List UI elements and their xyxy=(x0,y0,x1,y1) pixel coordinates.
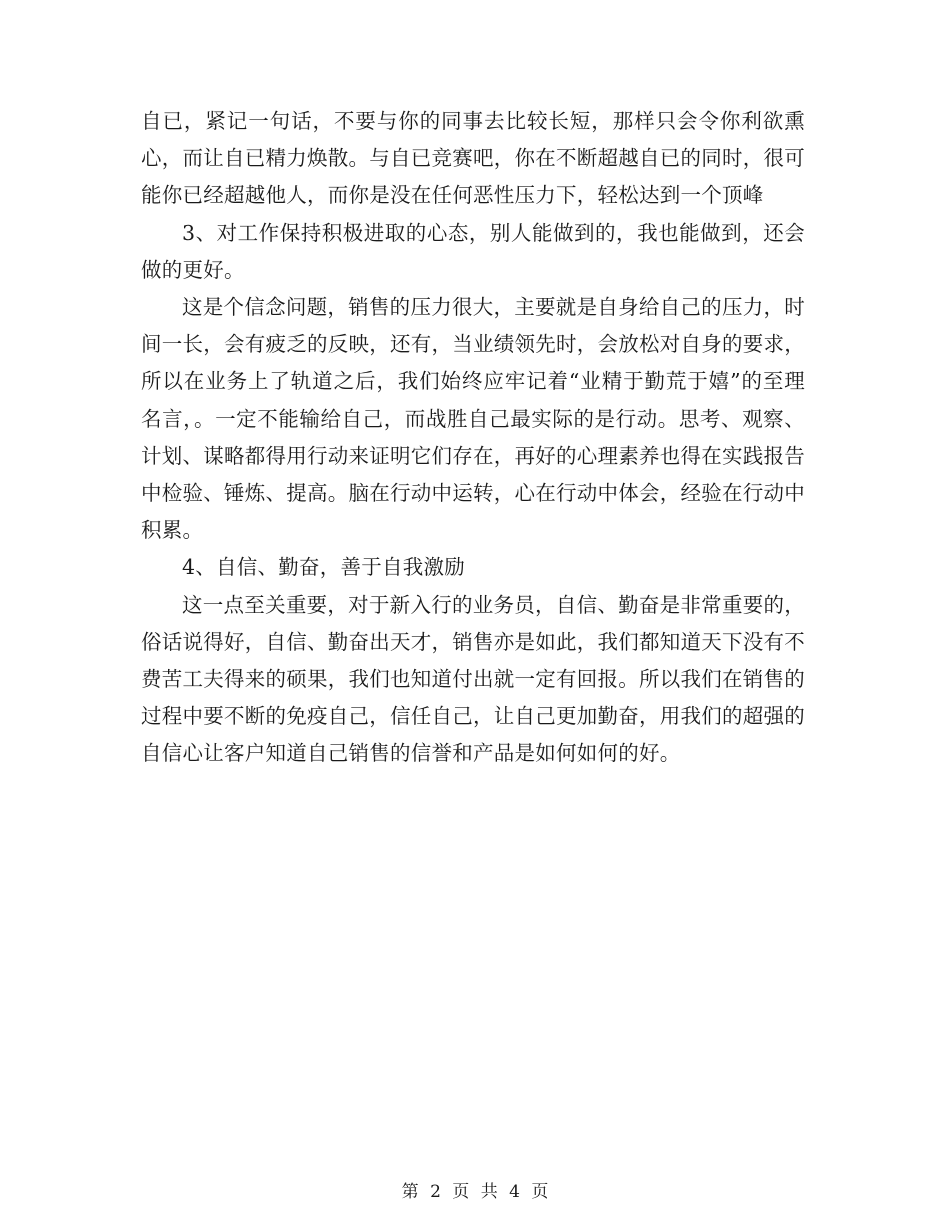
paragraph-belief: 这是个信念问题，销售的压力很大，主要就是自身给自己的压力，时间一长，会有疲乏的反映，还有，当业绩领先时，会放松对自身的要求，所以在业务上了轨道之后，我们始终应牢记着“业精于勤荒于嬉”的至理名言，。一定不能输给自己，而战胜自己最实际的是行动。思考、观察、计划、谋略都得用行动来证明它们存在，再好的心理素养也得在实践报告中检验、锤炼、提高。脑在行动中运转，心在行动中体会，经验在行动中积累。 xyxy=(141,295,805,543)
document-body xyxy=(141,103,805,773)
paragraph-confidence: 这一点至关重要，对于新入行的业务员，自信、勤奋是非常重要的，俗话说得好，自信、勤奋出天才，销售亦是如此，我们都知道天下没有不费苦工夫得来的硕果，我们也知道付出就一定有回报。所以我们在销售的过程中要不断的免疫自己，信任自己，让自己更加勤奋，用我们的超强的自信心让客户知道自己销售的信誉和产品是如何如何的好。 xyxy=(141,592,805,766)
paragraph-point-3: 3、对工作保持积极进取的心态，别人能做到的，我也能做到，还会做的更好。 xyxy=(141,220,805,282)
page-number-footer: 第 2 页 共 4 页 xyxy=(401,1182,549,1202)
paragraph-continuation: 自已，紧记一句话，不要与你的同事去比较长短，那样只会令你利欲熏心，而让自已精力焕散。与自已竞赛吧，你在不断超越自已的同时，很可能你已经超越他人，而你是没在任何恶性压力下，轻松达到一个顶峰 xyxy=(141,109,805,208)
paragraph-point-4: 4、自信、勤奋，善于自我激励 xyxy=(182,555,466,580)
